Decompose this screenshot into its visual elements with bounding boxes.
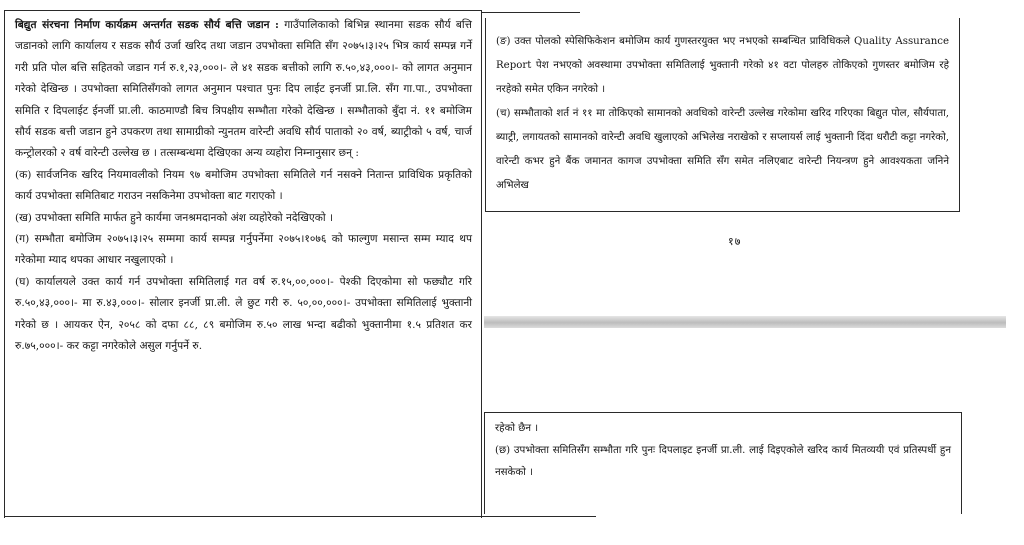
intro-body: गाउँपालिकाको बिभिन्न स्थानमा सडक सौर्य बत्ति जडानको लागि कार्यालय र सडक सौर्य उर्जा खरिद तथा जडान उपभोक्ता समिति सँग २०७५।३।२५ भित्र कार्य सम्पन्न गर्ने गरी प्रति पोल बत्ति सहितको जडान गर्न रु.१,२३,०००।- ले ४१ सडक बत्तीको लागि रु.५०,४३,०००।- को लागत अनुमान गरेको देखिन्छ । उपभोक्ता समितिसँगको लागत अनुमान पश्चात पुनः दिप लाईट इनर्जी प्रा.लि. सँग गा.पा., उपभोक्ता समिति र दिपलाईट ईनर्जी प्रा.ली. काठमाण्डौ बिच त्रिपक्षीय सम्भौता गरेको देखिन्छ । सम्भौताको बुँदा नं. ११ बमोजिम सौर्य सडक बत्ती जडान हुने उपकरण तथा सामाग्रीको न्युनतम वारेन्टी अवधि सौर्य पाताको २० वर्ष, ब्याट्रीको ५ वर्ष, चार्ज कन्ट्रोलरको २ वर्ष वारेन्टी उल्लेख छ । तत्सम्बन्धमा देखिएका अन्य व्यहोरा निम्नानुसार छन् : <box>15 19 472 160</box>
list-item-kha: (ख) उपभोक्ता समिति मार्फत हुने कार्यमा जनश्रमदानको अंश व्यहोरेको नदेखिएको । <box>15 211 334 224</box>
page-separator <box>484 316 1006 328</box>
continued-text: रहेको छैन । <box>495 423 539 434</box>
list-item-chha: (छ) उपभोक्ता समितिसँग सम्भौता गरि पुनः दिपलाइट इनर्जी प्रा.ली. लाई दिइएकोले खरिद कार्य मितव्ययी एवं प्रतिस्पर्धी हुन नसकेको । <box>495 445 951 478</box>
list-item-cha: (च) सम्भौताको शर्त नं ११ मा तोकिएको सामानको अवधिको वारेन्टी उल्लेख गरेकोमा खरिद गरिएका बिद्युत पोल, सौर्यपाता, ब्याट्री, लगायतको सामानको वारेन्टी अवधि खुलाएको अभिलेख नराखेको र सप्लायर्स लाई भुक्तानी दिंदा धरौटी कट्टा नगरेको, वारेन्टी कभर हुने बैंक जमानत कागज उपभोक्ता समिति सँग समेत नलिएबाट वारेन्टी नियन्त्रण हुने आवश्यकता जनिने अभिलेख <box>496 108 949 191</box>
top-rule <box>482 12 580 13</box>
right-bottom-panel <box>484 412 962 514</box>
bottom-rule <box>4 516 596 517</box>
right-top-panel <box>485 18 960 212</box>
list-item-ka: (क) सार्वजनिक खरिद नियमावलीको नियम ९७ बमोजिम उपभोक्ता समितिले गर्न नसक्ने नितान्त प्राविधिक प्रकृतिको कार्य उपभोक्ता समितिबाट गराउन नसकिनेमा उपभोक्ता बाट गराएको । <box>15 168 472 203</box>
intro-paragraph <box>15 15 472 165</box>
list-item-gha: (घ) कार्यालयले उक्त कार्य गर्न उपभोक्ता समितिलाई गत वर्ष रु.१५,००,०००।- पेश्की दिएकोमा सो फछ्यौट गरि रु.५०,४३,०००।- मा रु.४३,०००।- सोलार इनर्जी प्रा.ली. ले छुट गरी रु. ५०,००,०००।- उपभोक्ता समितिलाई भुक्तानी गरेको छ । आयकर ऐन, २०५८ को दफा ८८, ८९ बमोजिम रु.५० लाख भन्दा बढीको भुक्तानीमा १.५ प्रतिशत कर रु.७५,०००।- कर कट्टा नगरेकोले असुल गर्नुपर्ने रु. <box>15 275 472 353</box>
list-item-nga: (ङ) उक्त पोलको स्पेसिफिकेशन बमोजिम कार्य गुणस्तरयुक्त भए नभएको सम्बन्धित प्राविधिकले Quality Assurance Report पेश नभएको अवस्थामा उपभोक्ता समितिलाई भुक्तानी गरेको ४१ वटा पोलहरु तोकिएको गुणस्तर बमोजिम रहे नरहेको समेत एकिन नगरेको । <box>496 36 949 95</box>
page-number: १७ <box>728 235 742 248</box>
section-title: बिद्युत संरचना निर्माण कार्यक्रम अन्तर्गत सडक सौर्य बत्ति जडान : <box>15 19 279 31</box>
left-text-panel <box>4 10 482 518</box>
list-item-ga: (ग) सम्भौता बमोजिम २०७५।३।२५ सम्ममा कार्य सम्पन्न गर्नुपर्नेमा २०७५।१०७६ को फाल्गुण मसान्त सम्म म्याद थप गरेकोमा म्याद थपका आधार नखुलाएको । <box>15 233 472 267</box>
